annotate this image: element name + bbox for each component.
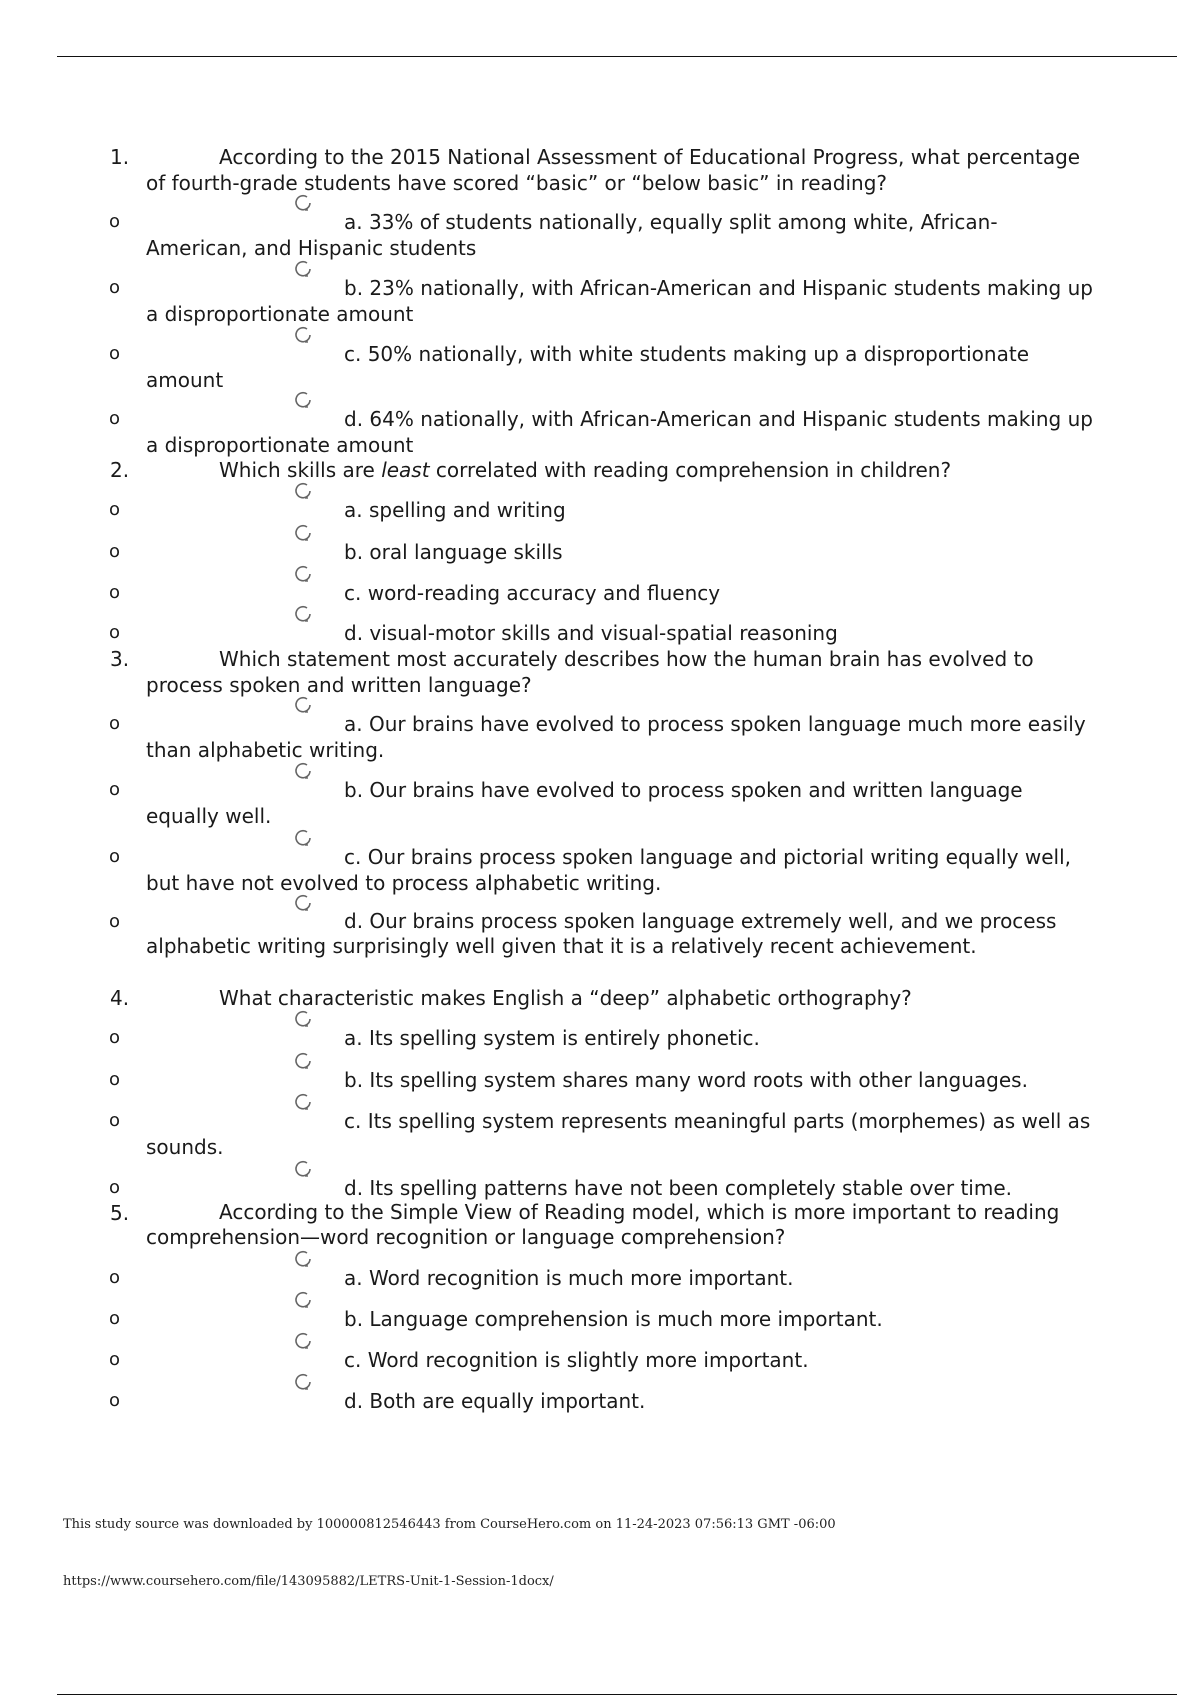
question-text: Which statement most accurately describes how the human brain has evolved to process spoken and written language?: [146, 647, 1034, 697]
option-text: a. Word recognition is much more important.: [344, 1266, 794, 1290]
bullet: o: [109, 1110, 121, 1131]
option-text: a. Our brains have evolved to process spoken language much more easily than alphabetic writing.: [146, 712, 1086, 762]
bullet: o: [109, 911, 121, 932]
bullet: o: [109, 499, 121, 520]
option-text: b. 23% nationally, with African-American and Hispanic students making up a disproportionate amount: [146, 276, 1093, 326]
option-text: c. word-reading accuracy and fluency: [344, 581, 721, 605]
question-text: [146, 457, 1086, 483]
bullet: o: [109, 713, 121, 734]
bullet: o: [109, 622, 121, 643]
option-text: d. Both are equally important.: [344, 1389, 646, 1413]
option-text: b. oral language skills: [344, 540, 563, 564]
option-text: a. 33% of students nationally, equally split among white, African-American, and Hispanic students: [146, 210, 998, 260]
download-notice: This study source was downloaded by 100000812546443 from CourseHero.com on 11-24-2023 07:56:13 GMT -06:00: [63, 1517, 836, 1532]
question-text: What characteristic makes English a “deep” alphabetic orthography?: [219, 986, 912, 1010]
bullet: o: [109, 277, 121, 298]
question-text: According to the 2015 National Assessment of Educational Progress, what percentage of fourth-grade students have scored “basic” or “below basic” in reading?: [146, 145, 1081, 195]
option-text: d. 64% nationally, with African-American and Hispanic students making up a disproportionate amount: [146, 407, 1093, 457]
bullet: o: [109, 1069, 121, 1090]
top-rule: [57, 56, 1177, 57]
option-text: c. Our brains process spoken language and pictorial writing equally well, but have not evolved to process alphabetic writing.: [146, 845, 1072, 895]
bullet: o: [109, 1177, 121, 1198]
bullet: o: [109, 1027, 121, 1048]
bullet: o: [109, 582, 121, 603]
question-number: 4.: [110, 986, 130, 1010]
question-text-after: correlated with reading comprehension in children?: [429, 458, 952, 482]
bullet: o: [109, 343, 121, 364]
bullet: o: [109, 1308, 121, 1329]
option-text: d. Its spelling patterns have not been completely stable over time.: [344, 1176, 1012, 1200]
source-url[interactable]: https://www.coursehero.com/file/143095882/LETRS-Unit-1-Session-1docx/: [63, 1574, 554, 1589]
option-text: d. visual-motor skills and visual-spatial reasoning: [344, 621, 838, 645]
option-text: c. 50% nationally, with white students making up a disproportionate amount: [146, 342, 1029, 392]
option-text: b. Our brains have evolved to process spoken and written language equally well.: [146, 778, 1023, 828]
option-text: c. Its spelling system represents meaningful parts (morphemes) as well as sounds.: [146, 1109, 1091, 1159]
question-number: 2.: [110, 458, 130, 482]
option-text: b. Language comprehension is much more important.: [344, 1307, 883, 1331]
bullet: o: [109, 1267, 121, 1288]
option-text: a. spelling and writing: [344, 498, 566, 522]
bullet: o: [109, 408, 121, 429]
question-text-emphasis: least: [381, 458, 430, 482]
bullet: o: [109, 541, 121, 562]
question-text-before: Which skills are: [219, 458, 382, 482]
bullet: o: [109, 779, 121, 800]
bullet: o: [109, 846, 121, 867]
bullet: o: [109, 1349, 121, 1370]
question-number: 5.: [110, 1201, 130, 1225]
option-text: c. Word recognition is slightly more important.: [344, 1348, 809, 1372]
option-text: d. Our brains process spoken language extremely well, and we process alphabetic writing surprisingly well given that it is a relatively recent achievement.: [146, 909, 1057, 958]
bottom-rule: [57, 1694, 1177, 1695]
bullet: o: [109, 1390, 121, 1411]
question-text: According to the Simple View of Reading model, which is more important to reading comprehension—word recognition or language comprehension?: [146, 1200, 1060, 1249]
bullet: o: [109, 211, 121, 232]
question-number: 3.: [110, 647, 130, 671]
option-text: a. Its spelling system is entirely phonetic.: [344, 1026, 760, 1050]
question-number: 1.: [110, 145, 130, 169]
option-text: b. Its spelling system shares many word roots with other languages.: [344, 1068, 1028, 1092]
